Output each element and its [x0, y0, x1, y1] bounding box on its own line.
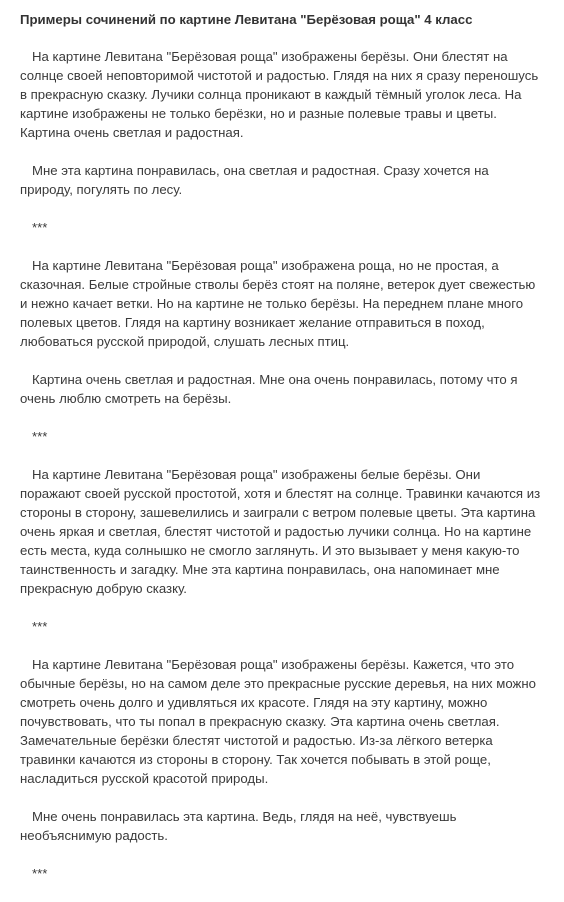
essay-paragraph: Картина очень светлая и радостная. Мне она очень понравилась, потому что я очень люблю смотреть на берёзы.: [20, 372, 518, 406]
essay-separator: ***: [32, 220, 48, 235]
essay-separator: ***: [32, 619, 48, 634]
essay-separator: ***: [32, 866, 48, 881]
essay-2: [20, 256, 544, 446]
essay-paragraph: На картине Левитана "Берёзовая роща" изображена роща, но не простая, а сказочная. Белые стройные стволы берёз стоят на поляне, ветерок дует свежестью и нежно качает ветки. Но на картине не только берёзы. На переднем плане много полевых цветов. Глядя на картину возникает желание отправиться в поход, любоваться русской природой, слушать лесных птиц.: [20, 258, 536, 349]
essay-4: [20, 655, 544, 883]
essay-separator: ***: [32, 429, 48, 444]
page-title: Примеры сочинений по картине Левитана "Берёзовая роща" 4 класс: [20, 12, 473, 27]
essay-paragraph: Мне очень понравилась эта картина. Ведь, глядя на неё, чувствуешь необъяснимую радость.: [20, 809, 457, 843]
essay-paragraph: На картине Левитана "Берёзовая роща" изображены белые берёзы. Они поражают своей русской простотой, хотя и блестят на солнце. Травинки качаются из стороны в сторону, зашевелились и заиграли с ветром полевые цветы. Эта картина очень яркая и светлая, блестят чистотой и радостью лучики солнца. Но на картине есть места, куда солнышко не смогло заглянуть. И это вызывает у меня какую-то таинственность и загадку. Мне эта картина понравилась, она напоминает мне прекрасную добрую сказку.: [20, 467, 541, 596]
essay-paragraph: Мне эта картина понравилась, она светлая и радостная. Сразу хочется на природу, погулять по лесу.: [20, 163, 489, 197]
essay-paragraph: На картине Левитана "Берёзовая роща" изображены берёзы. Кажется, что это обычные берёзы, но на самом деле это прекрасные русские деревья, на них можно смотреть очень долго и удивляться их красоте. Глядя на эту картину, можно почувствовать, что ты попал в прекрасную сказку. Эта картина очень светлая. Замечательные берёзки блестят чистотой и радостью. Из-за лёгкого ветерка травинки качаются из стороны в сторону. Так хочется побывать в этой роще, насладиться русской красотой природы.: [20, 657, 536, 786]
essay-1: [20, 47, 544, 237]
essay-paragraph: На картине Левитана "Берёзовая роща" изображены берёзы. Они блестят на солнце своей неповторимой чистотой и радостью. Глядя на них я сразу переношусь в прекрасную сказку. Лучики солнца проникают в каждый тёмный уголок леса. На картине изображены не только берёзки, но и разные полевые травы и цветы. Картина очень светлая и радостная.: [20, 49, 539, 140]
essay-3: [20, 465, 544, 636]
